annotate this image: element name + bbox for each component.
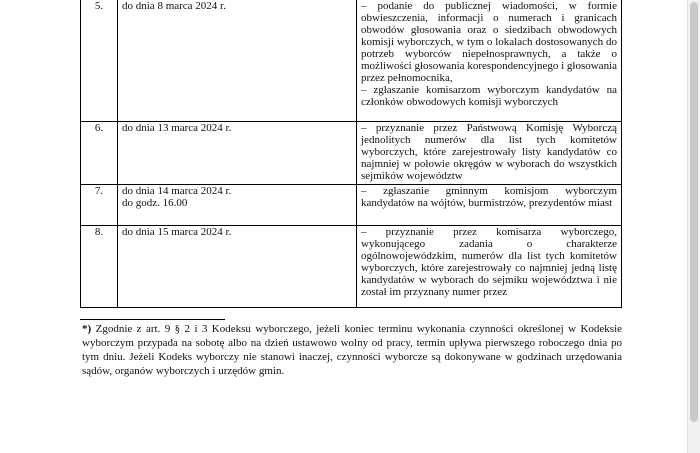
row-action: – przyznanie przez komisarza wyborczego, wykonującego zadania o charakterze ogólnowojewódzkim, numerów dla list tych komitetów wyborczych, które zarejestrowały co najmniej jedną listę kandydatów w wyborach do sejmiku województwa i nie został im przyznany numer przez [357,226,622,308]
row-deadline: do dnia 13 marca 2024 r. [118,122,357,185]
row-number: 8. [81,226,118,308]
row-action: – zgłaszanie gminnym komisjom wyborczym kandydatów na wójtów, burmistrzów, prezydentów miast [357,185,622,226]
scrollbar-thumb[interactable] [690,2,698,422]
row-action: – podanie do publicznej wiadomości, w formie obwieszczenia, informacji o numerach i granicach obwodów głosowania oraz o siedzibach obwodowych komisji wyborczych, w tym o lokalach dostosowanych do potrzeb wyborców niepełnosprawnych, a także o możliwości głosowania korespondencyjnego i głosowania przez pełnomocnika, – zgłaszanie komisarzom wyborczym kandydatów na członków obwodowych komisji wyborczych [357,0,622,122]
row-deadline: do dnia 15 marca 2024 r. [118,226,357,308]
footnote-text: Zgodnie z art. 9 § 2 i 3 Kodeksu wyborczego, jeżeli koniec terminu wykonania czynności określonej w Kodeksie wyborczym przypada na sobotę albo na dzień ustawowo wolny od pracy, termin upływa pierwszego roboczego dnia po tym dniu. Jeżeli Kodeks wyborczy nie stanowi inaczej, czynności wyborcze są dokonywane w godzinach urzędowania sądów, organów wyborczych i urzędów gmin. [82,323,623,377]
row-deadline: do dnia 14 marca 2024 r. do godz. 16.00 [118,185,357,226]
footnote [82,322,622,378]
row-number: 7. [81,185,118,226]
table-row [81,122,622,185]
row-number: 6. [81,122,118,185]
election-schedule-table [80,0,622,308]
table-row [81,185,622,226]
table-row [81,0,622,122]
vertical-scrollbar[interactable] [687,0,700,453]
footnote-separator [80,319,225,320]
footnote-mark: *) [82,323,92,335]
table-row [81,226,622,308]
row-deadline: do dnia 8 marca 2024 r. [118,0,357,122]
row-action: – przyznanie przez Państwową Komisję Wyborczą jednolitych numerów dla list tych komitetów wyborczych, które zarejestrowały listy kandydatów co najmniej w połowie okręgów w wyborach do wszystkich sejmików województw [357,122,622,185]
row-number: 5. [81,0,118,122]
